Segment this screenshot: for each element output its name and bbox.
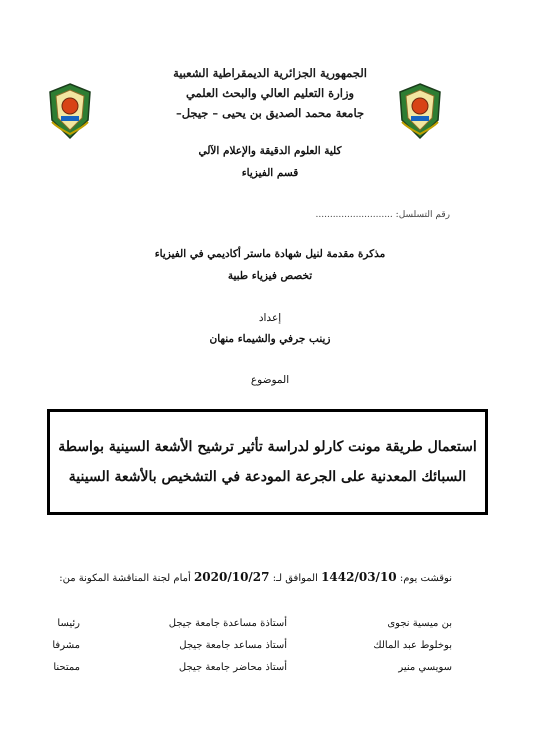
serial-label: رقم التسلسل: <box>395 210 450 220</box>
jury-role-3: ممتحنا <box>53 662 80 673</box>
jury-position-3: أستاذ محاضر جامعة جيجل <box>178 662 287 673</box>
thesis-title-box <box>47 409 488 515</box>
jury-name-3: سويسي منير <box>398 662 452 673</box>
prepared-label: إعداد <box>258 312 282 324</box>
university-logo-left <box>46 82 94 140</box>
jury-position-1: أستاذة مساعدة جامعة جيجل <box>168 618 287 629</box>
department-name: قسم الفيزياء <box>241 167 299 179</box>
thesis-title-line-2: السبائك المعدنية على الجرعة المودعة في التشخيص بالأشعة السينية <box>68 469 467 485</box>
defense-line <box>59 570 452 584</box>
jury-role-2: مشرفا <box>52 640 80 651</box>
jury-name-2: بوخلوط عبد المالك <box>373 640 452 651</box>
university-logo-right <box>396 82 444 140</box>
defense-text-end: أمام لجنة المناقشة المكونة من: <box>59 573 191 584</box>
hijri-date: 1442/03/10 <box>321 570 397 584</box>
corresponding-label: الموافق لـ: <box>272 573 318 584</box>
thesis-purpose: مذكرة مقدمة لنيل شهادة ماستر أكاديمي في الفيزياء <box>154 248 386 260</box>
ministry-title: وزارة التعليم العالي والبحث العلمي <box>185 86 355 100</box>
faculty-name: كلية العلوم الدقيقة والإعلام الآلي <box>198 145 342 157</box>
thesis-title-line-1: استعمال طريقة مونت كارلو لدراسة تأثير ترشيح الأشعة السينية بواسطة <box>58 439 477 455</box>
thesis-specialty: تخصص فيزياء طبية <box>227 270 313 282</box>
republic-title: الجمهورية الجزائرية الديمقراطية الشعبية <box>173 66 367 80</box>
serial-dots: ........................... <box>315 210 393 220</box>
jury-role-1: رئيسا <box>57 618 80 629</box>
defense-text-start: نوقشت يوم: <box>399 573 452 584</box>
jury-name-1: بن ميسية نجوى <box>387 618 452 629</box>
subject-label: الموضوع <box>250 374 290 386</box>
authors: زينب جرفي والشيماء منهان <box>209 333 331 345</box>
university-title: جامعة محمد الصديق بن يحيى – جيجل– <box>175 106 365 120</box>
gregorian-date: 2020/10/27 <box>193 570 270 584</box>
serial-number <box>316 210 450 220</box>
jury-position-2: أستاذ مساعد جامعة جيجل <box>179 640 287 651</box>
